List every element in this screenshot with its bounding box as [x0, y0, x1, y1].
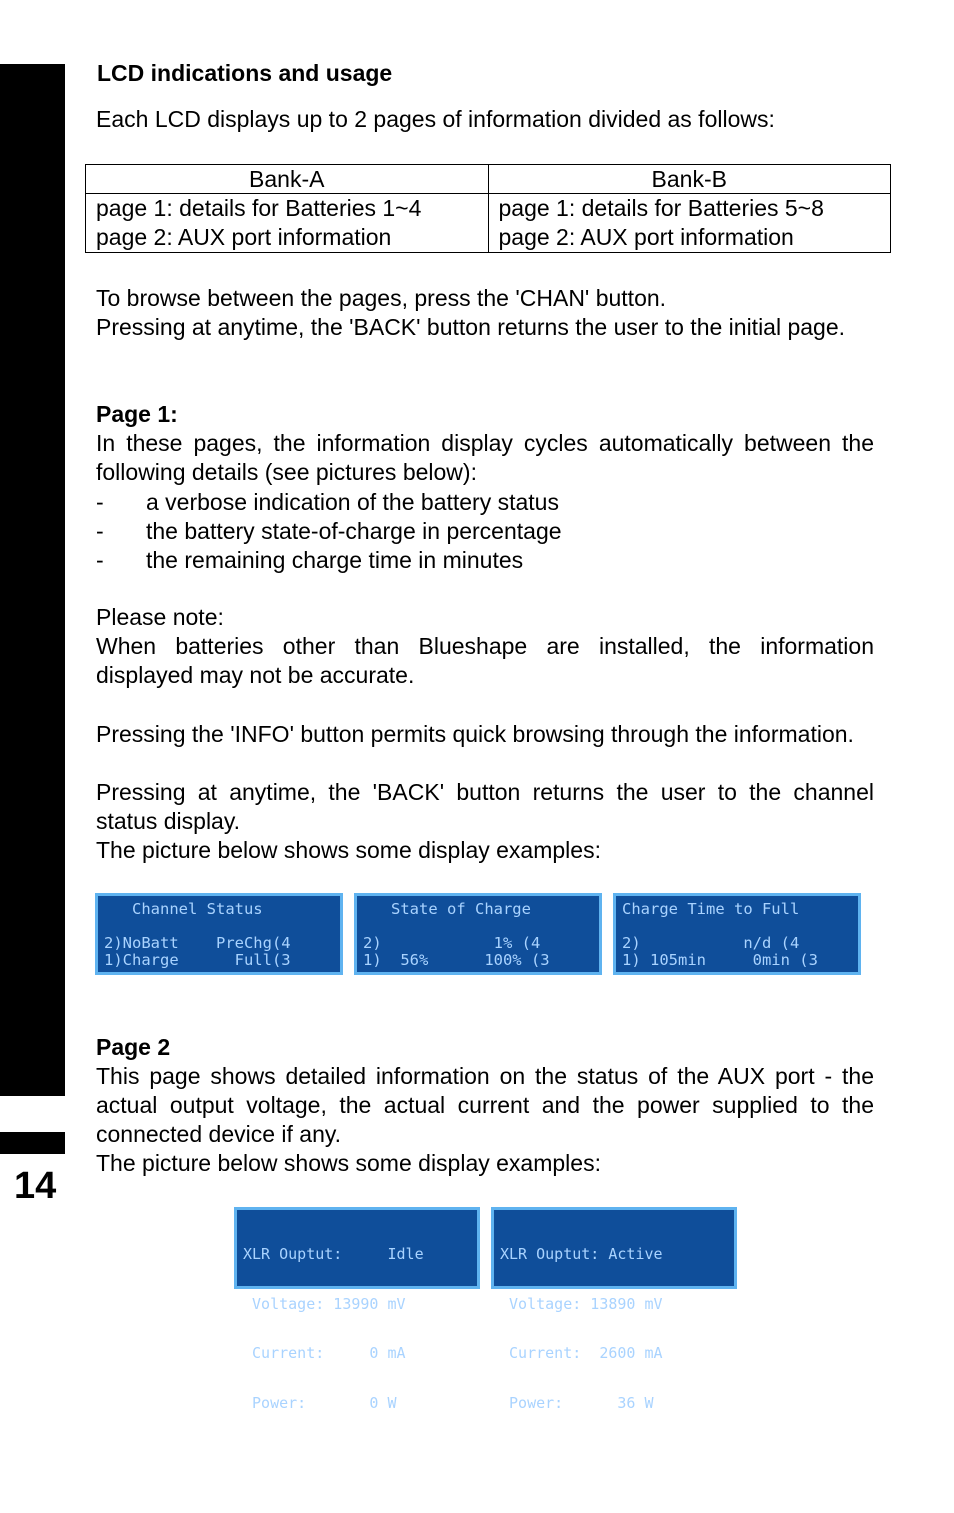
intro-text: Each LCD displays up to 2 pages of information divided as follows:	[96, 106, 775, 132]
page-number: 14	[14, 1165, 57, 1207]
lcd-line: 2) n/d (4	[622, 934, 800, 952]
bank-table	[85, 164, 891, 253]
list-item-text: a verbose indication of the battery status	[146, 489, 559, 515]
side-bar-marker	[0, 1132, 65, 1154]
lcd-line: Power: 0 W	[243, 1393, 397, 1412]
section-heading: LCD indications and usage	[97, 60, 393, 86]
back-button-text: Pressing at anytime, the 'BACK' button returns the user to the channel status display.	[96, 779, 874, 834]
list-item-text: the battery state-of-charge in percentage	[146, 518, 562, 544]
lcd-line: Current: 0 mA	[243, 1344, 406, 1362]
list-item: - the remaining charge time in minutes	[96, 547, 524, 573]
lcd-aux-idle	[234, 1207, 480, 1412]
lcd-line: Voltage: 13990 mV	[243, 1294, 406, 1313]
info-button-text: Pressing the 'INFO' button permits quick browsing through the information.	[96, 721, 854, 747]
bank-a-page1: page 1: details for Batteries 1~4	[96, 195, 422, 221]
list-item: - a verbose indication of the battery status	[96, 489, 559, 515]
lcd-charge-time	[613, 893, 861, 975]
list-item: - the battery state-of-charge in percentage	[96, 518, 562, 544]
back-instruction: Pressing at anytime, the 'BACK' button returns the user to the initial page.	[96, 314, 846, 340]
lcd-line: Current: 2600 mA	[500, 1344, 663, 1362]
lcd-line: 2)NoBatt PreChg(4	[104, 934, 291, 952]
bank-a-cell	[86, 194, 489, 253]
bank-b-cell	[488, 194, 891, 253]
lcd-line: 2) 1% (4	[363, 934, 541, 952]
page1-description: In these pages, the information display cycles automatically between the following details (see pictures below):	[96, 430, 874, 485]
page2-description: This page shows detailed information on the status of the AUX port - the actual output voltage, the actual current and the power supplied to the connected device if any.	[96, 1063, 874, 1147]
lcd-line: Power: 36 W	[500, 1393, 654, 1412]
bank-b-page2: page 2: AUX port information	[498, 224, 794, 250]
bank-b-page1: page 1: details for Batteries 5~8	[498, 195, 824, 221]
lcd-state-of-charge	[354, 893, 602, 975]
lcd-line: 1) 105min 0min (3	[622, 951, 818, 969]
lcd-line: XLR Ouptut: Idle	[243, 1245, 424, 1263]
lcd-aux-active	[491, 1207, 737, 1412]
browse-instruction: To browse between the pages, press the 'CHAN' button.	[96, 285, 667, 311]
note-text: When batteries other than Blueshape are installed, the information displayed may not be accurate.	[96, 633, 874, 688]
lcd-line: 1)Charge Full(3	[104, 951, 291, 969]
lcd-line: XLR Ouptut: Active	[500, 1245, 663, 1263]
list-item-text: the remaining charge time in minutes	[146, 547, 524, 573]
side-bar-tab	[0, 64, 65, 1096]
lcd-line: Voltage: 13890 mV	[500, 1294, 663, 1313]
lcd-line: 1) 56% 100% (3	[363, 951, 550, 969]
lcd-line: Channel Status	[104, 900, 263, 918]
page1-title: Page 1:	[96, 401, 178, 427]
lcd-channel-status	[95, 893, 343, 975]
note-title: Please note:	[96, 604, 224, 630]
lcd-line: Charge Time to Full	[622, 900, 800, 918]
page2-examples-caption: The picture below shows some display examples:	[96, 1150, 601, 1176]
bank-a-header: Bank-A	[86, 165, 489, 194]
page1-detail-list	[96, 488, 562, 575]
bank-a-page2: page 2: AUX port information	[96, 224, 392, 250]
bank-b-header: Bank-B	[488, 165, 891, 194]
page2-title: Page 2	[96, 1034, 171, 1060]
page1-examples-caption: The picture below shows some display examples:	[96, 837, 601, 863]
lcd-line: State of Charge	[363, 900, 531, 918]
